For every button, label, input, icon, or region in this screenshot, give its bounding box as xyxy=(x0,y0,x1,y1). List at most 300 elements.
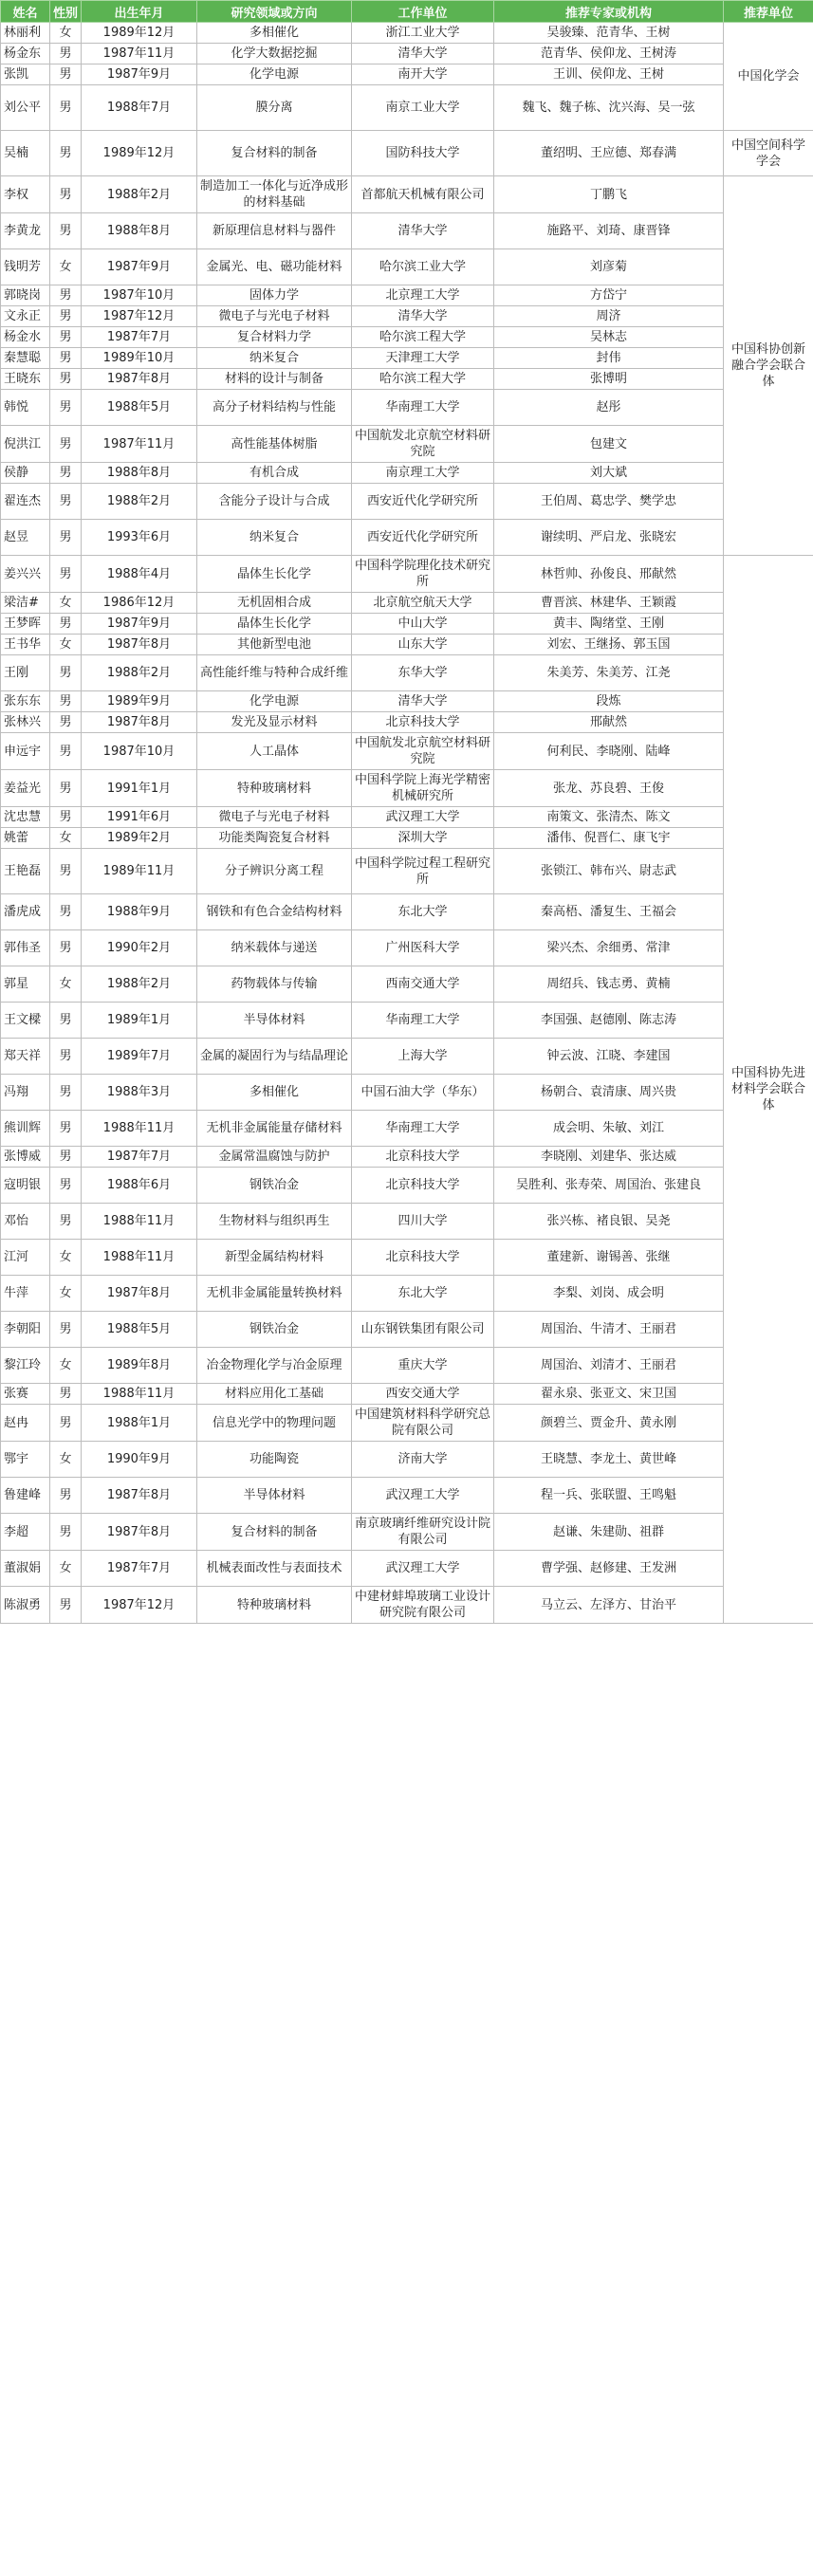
name-cell[interactable]: 李黄龙 xyxy=(1,213,50,249)
birth-cell[interactable]: 1988年8月 xyxy=(82,463,197,484)
sex-cell[interactable]: 女 xyxy=(50,593,82,614)
field-cell[interactable]: 纳米载体与递送 xyxy=(197,930,352,966)
employer-cell[interactable]: 国防科技大学 xyxy=(352,131,494,176)
recommender-cell[interactable]: 范青华、侯仰龙、王树涛 xyxy=(494,44,724,64)
birth-cell[interactable]: 1988年2月 xyxy=(82,655,197,691)
recommender-cell[interactable]: 包建文 xyxy=(494,426,724,463)
recommender-cell[interactable]: 梁兴杰、余细勇、常津 xyxy=(494,930,724,966)
field-cell[interactable]: 冶金物理化学与冶金原理 xyxy=(197,1348,352,1384)
sex-cell[interactable]: 女 xyxy=(50,966,82,1003)
birth-cell[interactable]: 1988年11月 xyxy=(82,1111,197,1147)
recommender-cell[interactable]: 黄丰、陶绪堂、王刚 xyxy=(494,614,724,635)
field-cell[interactable]: 人工晶体 xyxy=(197,733,352,770)
sex-cell[interactable]: 男 xyxy=(50,894,82,930)
name-cell[interactable]: 李朝阳 xyxy=(1,1312,50,1348)
name-cell[interactable]: 张赛 xyxy=(1,1384,50,1405)
field-cell[interactable]: 信息光学中的物理问题 xyxy=(197,1405,352,1442)
sex-cell[interactable]: 男 xyxy=(50,1514,82,1551)
employer-cell[interactable]: 北京科技大学 xyxy=(352,1240,494,1276)
recommender-cell[interactable]: 赵谦、朱建勋、祖群 xyxy=(494,1514,724,1551)
name-cell[interactable]: 董淑娟 xyxy=(1,1551,50,1587)
employer-cell[interactable]: 浙江工业大学 xyxy=(352,23,494,44)
name-cell[interactable]: 郭晓岗 xyxy=(1,285,50,306)
recommender-cell[interactable]: 李国强、赵德刚、陈志涛 xyxy=(494,1003,724,1039)
field-cell[interactable]: 晶体生长化学 xyxy=(197,614,352,635)
birth-cell[interactable]: 1988年5月 xyxy=(82,1312,197,1348)
employer-cell[interactable]: 西南交通大学 xyxy=(352,966,494,1003)
name-cell[interactable]: 申远宇 xyxy=(1,733,50,770)
birth-cell[interactable]: 1989年1月 xyxy=(82,1003,197,1039)
employer-cell[interactable]: 南京玻璃纤维研究设计院有限公司 xyxy=(352,1514,494,1551)
name-cell[interactable]: 林丽利 xyxy=(1,23,50,44)
sex-cell[interactable]: 男 xyxy=(50,1312,82,1348)
recommender-cell[interactable]: 吴林志 xyxy=(494,327,724,348)
name-cell[interactable]: 姜益光 xyxy=(1,770,50,807)
birth-cell[interactable]: 1989年12月 xyxy=(82,131,197,176)
sex-cell[interactable]: 男 xyxy=(50,1003,82,1039)
birth-cell[interactable]: 1987年10月 xyxy=(82,285,197,306)
field-cell[interactable]: 钢铁冶金 xyxy=(197,1312,352,1348)
field-cell[interactable]: 复合材料力学 xyxy=(197,327,352,348)
employer-cell[interactable]: 首都航天机械有限公司 xyxy=(352,176,494,213)
recommender-cell[interactable]: 王晓慧、李龙土、黄世峰 xyxy=(494,1442,724,1478)
field-cell[interactable]: 纳米复合 xyxy=(197,348,352,369)
field-cell[interactable]: 含能分子设计与合成 xyxy=(197,484,352,520)
employer-cell[interactable]: 清华大学 xyxy=(352,691,494,712)
birth-cell[interactable]: 1988年4月 xyxy=(82,556,197,593)
name-cell[interactable]: 梁洁# xyxy=(1,593,50,614)
name-cell[interactable]: 王文樑 xyxy=(1,1003,50,1039)
sex-cell[interactable]: 男 xyxy=(50,712,82,733)
sex-cell[interactable]: 男 xyxy=(50,556,82,593)
field-cell[interactable]: 机械表面改性与表面技术 xyxy=(197,1551,352,1587)
header-field[interactable]: 研究领域或方向 xyxy=(197,1,352,23)
employer-cell[interactable]: 天津理工大学 xyxy=(352,348,494,369)
field-cell[interactable]: 新型金属结构材料 xyxy=(197,1240,352,1276)
employer-cell[interactable]: 中国建筑材料科学研究总院有限公司 xyxy=(352,1405,494,1442)
employer-cell[interactable]: 四川大学 xyxy=(352,1204,494,1240)
recommender-cell[interactable]: 董绍明、王应德、郑春满 xyxy=(494,131,724,176)
recommender-cell[interactable]: 南策文、张清杰、陈文 xyxy=(494,807,724,828)
name-cell[interactable]: 姚蕾 xyxy=(1,828,50,849)
sex-cell[interactable]: 男 xyxy=(50,1075,82,1111)
birth-cell[interactable]: 1988年6月 xyxy=(82,1168,197,1204)
birth-cell[interactable]: 1989年10月 xyxy=(82,348,197,369)
name-cell[interactable]: 李权 xyxy=(1,176,50,213)
sex-cell[interactable]: 女 xyxy=(50,635,82,655)
field-cell[interactable]: 特种玻璃材料 xyxy=(197,770,352,807)
employer-cell[interactable]: 上海大学 xyxy=(352,1039,494,1075)
birth-cell[interactable]: 1989年11月 xyxy=(82,849,197,894)
field-cell[interactable]: 材料应用化工基础 xyxy=(197,1384,352,1405)
name-cell[interactable]: 王艳磊 xyxy=(1,849,50,894)
name-cell[interactable]: 冯翔 xyxy=(1,1075,50,1111)
sex-cell[interactable]: 男 xyxy=(50,807,82,828)
birth-cell[interactable]: 1988年7月 xyxy=(82,85,197,131)
field-cell[interactable]: 新原理信息材料与器件 xyxy=(197,213,352,249)
employer-cell[interactable]: 南京理工大学 xyxy=(352,463,494,484)
field-cell[interactable]: 制造加工一体化与近净成形的材料基础 xyxy=(197,176,352,213)
recommender-cell[interactable]: 张龙、苏良碧、王俊 xyxy=(494,770,724,807)
header-employer[interactable]: 工作单位 xyxy=(352,1,494,23)
recommender-cell[interactable]: 邢献然 xyxy=(494,712,724,733)
name-cell[interactable]: 姜兴兴 xyxy=(1,556,50,593)
sex-cell[interactable]: 男 xyxy=(50,348,82,369)
recommender-cell[interactable]: 周济 xyxy=(494,306,724,327)
field-cell[interactable]: 高分子材料结构与性能 xyxy=(197,390,352,426)
employer-cell[interactable]: 中国科学院过程工程研究所 xyxy=(352,849,494,894)
birth-cell[interactable]: 1987年12月 xyxy=(82,306,197,327)
name-cell[interactable]: 杨金水 xyxy=(1,327,50,348)
recommender-cell[interactable]: 施路平、刘琦、康晋锋 xyxy=(494,213,724,249)
field-cell[interactable]: 钢铁和有色合金结构材料 xyxy=(197,894,352,930)
name-cell[interactable]: 韩悦 xyxy=(1,390,50,426)
birth-cell[interactable]: 1989年8月 xyxy=(82,1348,197,1384)
field-cell[interactable]: 无机非金属能量转换材料 xyxy=(197,1276,352,1312)
birth-cell[interactable]: 1987年11月 xyxy=(82,44,197,64)
recommender-cell[interactable]: 周国治、牛清才、王丽君 xyxy=(494,1312,724,1348)
birth-cell[interactable]: 1988年2月 xyxy=(82,966,197,1003)
sex-cell[interactable]: 男 xyxy=(50,285,82,306)
recommender-cell[interactable]: 封伟 xyxy=(494,348,724,369)
recommender-cell[interactable]: 李晓刚、刘建华、张达威 xyxy=(494,1147,724,1168)
sex-cell[interactable]: 男 xyxy=(50,44,82,64)
sex-cell[interactable]: 女 xyxy=(50,1442,82,1478)
birth-cell[interactable]: 1988年2月 xyxy=(82,176,197,213)
name-cell[interactable]: 郑天祥 xyxy=(1,1039,50,1075)
recommender-cell[interactable]: 方岱宁 xyxy=(494,285,724,306)
name-cell[interactable]: 倪洪江 xyxy=(1,426,50,463)
birth-cell[interactable]: 1987年10月 xyxy=(82,733,197,770)
employer-cell[interactable]: 北京科技大学 xyxy=(352,712,494,733)
recommender-cell[interactable]: 段炼 xyxy=(494,691,724,712)
name-cell[interactable]: 王晓东 xyxy=(1,369,50,390)
employer-cell[interactable]: 武汉理工大学 xyxy=(352,1551,494,1587)
header-name[interactable]: 姓名 xyxy=(1,1,50,23)
employer-cell[interactable]: 哈尔滨工业大学 xyxy=(352,249,494,285)
sex-cell[interactable]: 男 xyxy=(50,484,82,520)
field-cell[interactable]: 有机合成 xyxy=(197,463,352,484)
recommending-unit-cell[interactable]: 中国科协先进材料学会联合体 xyxy=(724,556,813,1624)
recommender-cell[interactable]: 张兴栋、褚良银、吴尧 xyxy=(494,1204,724,1240)
recommender-cell[interactable]: 程一兵、张联盟、王鸣魁 xyxy=(494,1478,724,1514)
recommender-cell[interactable]: 丁鹏飞 xyxy=(494,176,724,213)
recommender-cell[interactable]: 翟永泉、张亚文、宋卫国 xyxy=(494,1384,724,1405)
recommender-cell[interactable]: 周国治、刘清才、王丽君 xyxy=(494,1348,724,1384)
recommender-cell[interactable]: 曹学强、赵修建、王发洲 xyxy=(494,1551,724,1587)
sex-cell[interactable]: 男 xyxy=(50,520,82,556)
birth-cell[interactable]: 1991年6月 xyxy=(82,807,197,828)
field-cell[interactable]: 固体力学 xyxy=(197,285,352,306)
sex-cell[interactable]: 女 xyxy=(50,828,82,849)
sex-cell[interactable]: 男 xyxy=(50,176,82,213)
sex-cell[interactable]: 男 xyxy=(50,733,82,770)
employer-cell[interactable]: 西安近代化学研究所 xyxy=(352,520,494,556)
recommender-cell[interactable]: 秦高梧、潘复生、王福会 xyxy=(494,894,724,930)
recommender-cell[interactable]: 刘彦菊 xyxy=(494,249,724,285)
field-cell[interactable]: 复合材料的制备 xyxy=(197,131,352,176)
sex-cell[interactable]: 男 xyxy=(50,930,82,966)
employer-cell[interactable]: 中国航发北京航空材料研究院 xyxy=(352,733,494,770)
birth-cell[interactable]: 1988年8月 xyxy=(82,213,197,249)
sex-cell[interactable]: 男 xyxy=(50,1204,82,1240)
name-cell[interactable]: 李超 xyxy=(1,1514,50,1551)
name-cell[interactable]: 黎江玲 xyxy=(1,1348,50,1384)
field-cell[interactable]: 材料的设计与制备 xyxy=(197,369,352,390)
employer-cell[interactable]: 清华大学 xyxy=(352,306,494,327)
field-cell[interactable]: 其他新型电池 xyxy=(197,635,352,655)
sex-cell[interactable]: 男 xyxy=(50,1587,82,1624)
sex-cell[interactable]: 男 xyxy=(50,1478,82,1514)
field-cell[interactable]: 化学电源 xyxy=(197,64,352,85)
name-cell[interactable]: 侯静 xyxy=(1,463,50,484)
name-cell[interactable]: 文永正 xyxy=(1,306,50,327)
employer-cell[interactable]: 中国科学院理化技术研究所 xyxy=(352,556,494,593)
field-cell[interactable]: 无机固相合成 xyxy=(197,593,352,614)
field-cell[interactable]: 生物材料与组织再生 xyxy=(197,1204,352,1240)
recommender-cell[interactable]: 成会明、朱敏、刘江 xyxy=(494,1111,724,1147)
birth-cell[interactable]: 1987年11月 xyxy=(82,426,197,463)
field-cell[interactable]: 钢铁冶金 xyxy=(197,1168,352,1204)
employer-cell[interactable]: 北京科技大学 xyxy=(352,1147,494,1168)
recommender-cell[interactable]: 马立云、左泽方、甘治平 xyxy=(494,1587,724,1624)
recommender-cell[interactable]: 董建新、谢锡善、张继 xyxy=(494,1240,724,1276)
birth-cell[interactable]: 1988年11月 xyxy=(82,1204,197,1240)
recommending-unit-cell[interactable]: 中国科协创新融合学会联合体 xyxy=(724,176,813,556)
name-cell[interactable]: 鄂宇 xyxy=(1,1442,50,1478)
field-cell[interactable]: 发光及显示材料 xyxy=(197,712,352,733)
header-birth[interactable]: 出生年月 xyxy=(82,1,197,23)
field-cell[interactable]: 纳米复合 xyxy=(197,520,352,556)
name-cell[interactable]: 江河 xyxy=(1,1240,50,1276)
sex-cell[interactable]: 男 xyxy=(50,131,82,176)
recommender-cell[interactable]: 颜碧兰、贾金升、黄永刚 xyxy=(494,1405,724,1442)
field-cell[interactable]: 多相催化 xyxy=(197,1075,352,1111)
name-cell[interactable]: 赵冉 xyxy=(1,1405,50,1442)
name-cell[interactable]: 张林兴 xyxy=(1,712,50,733)
birth-cell[interactable]: 1987年8月 xyxy=(82,635,197,655)
recommender-cell[interactable]: 吴骏臻、范青华、王树 xyxy=(494,23,724,44)
birth-cell[interactable]: 1990年9月 xyxy=(82,1442,197,1478)
employer-cell[interactable]: 清华大学 xyxy=(352,213,494,249)
header-recommender[interactable]: 推荐专家或机构 xyxy=(494,1,724,23)
field-cell[interactable]: 高性能基体树脂 xyxy=(197,426,352,463)
recommender-cell[interactable]: 赵彤 xyxy=(494,390,724,426)
name-cell[interactable]: 钱明芳 xyxy=(1,249,50,285)
recommender-cell[interactable]: 王伯周、葛忠学、樊学忠 xyxy=(494,484,724,520)
name-cell[interactable]: 牛萍 xyxy=(1,1276,50,1312)
recommender-cell[interactable]: 周绍兵、钱志勇、黄楠 xyxy=(494,966,724,1003)
recommender-cell[interactable]: 张博明 xyxy=(494,369,724,390)
name-cell[interactable]: 赵昱 xyxy=(1,520,50,556)
birth-cell[interactable]: 1988年11月 xyxy=(82,1384,197,1405)
sex-cell[interactable]: 男 xyxy=(50,1039,82,1075)
name-cell[interactable]: 吴楠 xyxy=(1,131,50,176)
header-unit[interactable]: 推荐单位 xyxy=(724,1,813,23)
sex-cell[interactable]: 男 xyxy=(50,64,82,85)
employer-cell[interactable]: 武汉理工大学 xyxy=(352,807,494,828)
field-cell[interactable]: 药物载体与传输 xyxy=(197,966,352,1003)
employer-cell[interactable]: 重庆大学 xyxy=(352,1348,494,1384)
sex-cell[interactable]: 男 xyxy=(50,1147,82,1168)
field-cell[interactable]: 金属的凝固行为与结晶理论 xyxy=(197,1039,352,1075)
employer-cell[interactable]: 中国航发北京航空材料研究院 xyxy=(352,426,494,463)
birth-cell[interactable]: 1988年2月 xyxy=(82,484,197,520)
recommender-cell[interactable]: 刘大斌 xyxy=(494,463,724,484)
name-cell[interactable]: 鲁建峰 xyxy=(1,1478,50,1514)
sex-cell[interactable]: 男 xyxy=(50,1168,82,1204)
name-cell[interactable]: 张凯 xyxy=(1,64,50,85)
recommender-cell[interactable]: 李梨、刘岗、成会明 xyxy=(494,1276,724,1312)
employer-cell[interactable]: 山东钢铁集团有限公司 xyxy=(352,1312,494,1348)
employer-cell[interactable]: 济南大学 xyxy=(352,1442,494,1478)
birth-cell[interactable]: 1987年8月 xyxy=(82,369,197,390)
birth-cell[interactable]: 1993年6月 xyxy=(82,520,197,556)
sex-cell[interactable]: 男 xyxy=(50,849,82,894)
sex-cell[interactable]: 男 xyxy=(50,213,82,249)
employer-cell[interactable]: 华南理工大学 xyxy=(352,390,494,426)
birth-cell[interactable]: 1987年8月 xyxy=(82,712,197,733)
birth-cell[interactable]: 1989年9月 xyxy=(82,691,197,712)
sex-cell[interactable]: 女 xyxy=(50,249,82,285)
name-cell[interactable]: 寇明银 xyxy=(1,1168,50,1204)
employer-cell[interactable]: 中国科学院上海光学精密机械研究所 xyxy=(352,770,494,807)
field-cell[interactable]: 功能陶瓷 xyxy=(197,1442,352,1478)
employer-cell[interactable]: 东北大学 xyxy=(352,894,494,930)
field-cell[interactable]: 金属光、电、磁功能材料 xyxy=(197,249,352,285)
employer-cell[interactable]: 深圳大学 xyxy=(352,828,494,849)
name-cell[interactable]: 王梦晖 xyxy=(1,614,50,635)
sex-cell[interactable]: 女 xyxy=(50,1276,82,1312)
recommender-cell[interactable]: 潘伟、倪晋仁、康飞宇 xyxy=(494,828,724,849)
field-cell[interactable]: 化学大数据挖掘 xyxy=(197,44,352,64)
birth-cell[interactable]: 1988年11月 xyxy=(82,1240,197,1276)
employer-cell[interactable]: 南京工业大学 xyxy=(352,85,494,131)
employer-cell[interactable]: 北京科技大学 xyxy=(352,1168,494,1204)
birth-cell[interactable]: 1988年5月 xyxy=(82,390,197,426)
name-cell[interactable]: 郭星 xyxy=(1,966,50,1003)
name-cell[interactable]: 沈忠慧 xyxy=(1,807,50,828)
recommender-cell[interactable]: 王训、侯仰龙、王树 xyxy=(494,64,724,85)
name-cell[interactable]: 王书华 xyxy=(1,635,50,655)
field-cell[interactable]: 微电子与光电子材料 xyxy=(197,306,352,327)
name-cell[interactable]: 陈淑勇 xyxy=(1,1587,50,1624)
employer-cell[interactable]: 山东大学 xyxy=(352,635,494,655)
recommender-cell[interactable]: 曹晋滨、林建华、王颖霞 xyxy=(494,593,724,614)
sex-cell[interactable]: 女 xyxy=(50,1348,82,1384)
birth-cell[interactable]: 1987年7月 xyxy=(82,1551,197,1587)
field-cell[interactable]: 微电子与光电子材料 xyxy=(197,807,352,828)
sex-cell[interactable]: 男 xyxy=(50,463,82,484)
field-cell[interactable]: 无机非金属能量存储材料 xyxy=(197,1111,352,1147)
sex-cell[interactable]: 男 xyxy=(50,426,82,463)
sex-cell[interactable]: 女 xyxy=(50,1240,82,1276)
sex-cell[interactable]: 男 xyxy=(50,306,82,327)
employer-cell[interactable]: 哈尔滨工程大学 xyxy=(352,327,494,348)
field-cell[interactable]: 半导体材料 xyxy=(197,1478,352,1514)
sex-cell[interactable]: 男 xyxy=(50,770,82,807)
name-cell[interactable]: 秦慧聪 xyxy=(1,348,50,369)
sex-cell[interactable]: 男 xyxy=(50,390,82,426)
birth-cell[interactable]: 1987年9月 xyxy=(82,614,197,635)
header-sex[interactable]: 性别 xyxy=(50,1,82,23)
birth-cell[interactable]: 1989年7月 xyxy=(82,1039,197,1075)
recommender-cell[interactable]: 魏飞、魏子栋、沈兴海、吴一弦 xyxy=(494,85,724,131)
recommender-cell[interactable]: 杨朝合、袁清康、周兴贵 xyxy=(494,1075,724,1111)
recommender-cell[interactable]: 何利民、李晓刚、陆峰 xyxy=(494,733,724,770)
recommender-cell[interactable]: 朱美芳、朱美芳、江尧 xyxy=(494,655,724,691)
employer-cell[interactable]: 中国石油大学（华东） xyxy=(352,1075,494,1111)
recommender-cell[interactable]: 张锁江、韩布兴、尉志武 xyxy=(494,849,724,894)
field-cell[interactable]: 膜分离 xyxy=(197,85,352,131)
employer-cell[interactable]: 北京航空航天大学 xyxy=(352,593,494,614)
recommending-unit-cell[interactable]: 中国空间科学学会 xyxy=(724,131,813,176)
sex-cell[interactable]: 男 xyxy=(50,85,82,131)
sex-cell[interactable]: 男 xyxy=(50,1405,82,1442)
name-cell[interactable]: 张博威 xyxy=(1,1147,50,1168)
birth-cell[interactable]: 1987年8月 xyxy=(82,1514,197,1551)
employer-cell[interactable]: 中建材蚌埠玻璃工业设计研究院有限公司 xyxy=(352,1587,494,1624)
recommender-cell[interactable]: 刘宏、王继扬、郭玉国 xyxy=(494,635,724,655)
recommender-cell[interactable]: 吴胜利、张寿荣、周国治、张建良 xyxy=(494,1168,724,1204)
sex-cell[interactable]: 男 xyxy=(50,1384,82,1405)
recommending-unit-cell[interactable]: 中国化学会 xyxy=(724,23,813,131)
employer-cell[interactable]: 清华大学 xyxy=(352,44,494,64)
sex-cell[interactable]: 男 xyxy=(50,369,82,390)
employer-cell[interactable]: 哈尔滨工程大学 xyxy=(352,369,494,390)
birth-cell[interactable]: 1991年1月 xyxy=(82,770,197,807)
employer-cell[interactable]: 武汉理工大学 xyxy=(352,1478,494,1514)
sex-cell[interactable]: 女 xyxy=(50,1551,82,1587)
employer-cell[interactable]: 东北大学 xyxy=(352,1276,494,1312)
birth-cell[interactable]: 1987年8月 xyxy=(82,1276,197,1312)
field-cell[interactable]: 多相催化 xyxy=(197,23,352,44)
field-cell[interactable]: 高性能纤维与特种合成纤维 xyxy=(197,655,352,691)
employer-cell[interactable]: 东华大学 xyxy=(352,655,494,691)
name-cell[interactable]: 潘虎成 xyxy=(1,894,50,930)
sex-cell[interactable]: 男 xyxy=(50,691,82,712)
sex-cell[interactable]: 男 xyxy=(50,655,82,691)
name-cell[interactable]: 翟连杰 xyxy=(1,484,50,520)
name-cell[interactable]: 郭伟圣 xyxy=(1,930,50,966)
field-cell[interactable]: 分子辨识分离工程 xyxy=(197,849,352,894)
birth-cell[interactable]: 1988年3月 xyxy=(82,1075,197,1111)
birth-cell[interactable]: 1987年7月 xyxy=(82,1147,197,1168)
birth-cell[interactable]: 1988年1月 xyxy=(82,1405,197,1442)
name-cell[interactable]: 邓怡 xyxy=(1,1204,50,1240)
field-cell[interactable]: 功能类陶瓷复合材料 xyxy=(197,828,352,849)
recommender-cell[interactable]: 谢续明、严启龙、张晓宏 xyxy=(494,520,724,556)
sex-cell[interactable]: 男 xyxy=(50,1111,82,1147)
recommender-cell[interactable]: 林哲帅、孙俊良、邢献然 xyxy=(494,556,724,593)
sex-cell[interactable]: 男 xyxy=(50,327,82,348)
employer-cell[interactable]: 华南理工大学 xyxy=(352,1111,494,1147)
name-cell[interactable]: 刘公平 xyxy=(1,85,50,131)
name-cell[interactable]: 熊训辉 xyxy=(1,1111,50,1147)
field-cell[interactable]: 化学电源 xyxy=(197,691,352,712)
employer-cell[interactable]: 广州医科大学 xyxy=(352,930,494,966)
employer-cell[interactable]: 中山大学 xyxy=(352,614,494,635)
birth-cell[interactable]: 1988年9月 xyxy=(82,894,197,930)
birth-cell[interactable]: 1987年7月 xyxy=(82,327,197,348)
birth-cell[interactable]: 1987年9月 xyxy=(82,64,197,85)
birth-cell[interactable]: 1986年12月 xyxy=(82,593,197,614)
field-cell[interactable]: 半导体材料 xyxy=(197,1003,352,1039)
employer-cell[interactable]: 南开大学 xyxy=(352,64,494,85)
field-cell[interactable]: 特种玻璃材料 xyxy=(197,1587,352,1624)
field-cell[interactable]: 金属常温腐蚀与防护 xyxy=(197,1147,352,1168)
birth-cell[interactable]: 1989年12月 xyxy=(82,23,197,44)
